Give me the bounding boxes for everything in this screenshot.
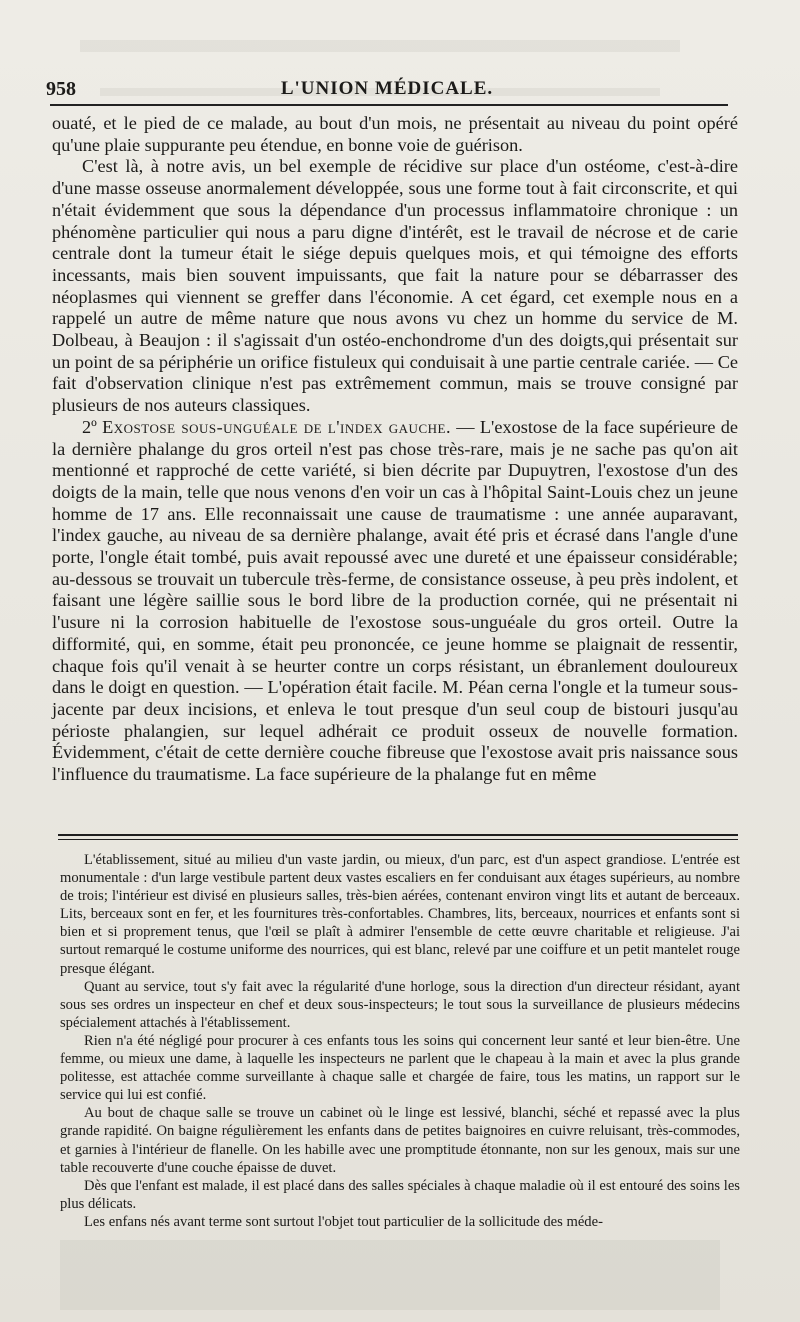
feuilleton-paragraph: L'établissement, situé au milieu d'un vaste jardin, ou mieux, d'un parc, est d'un aspect grandiose. L'entrée est monumentale : d'un large vestibule partent deux vastes escaliers en fer conduisant aux étages supérieurs, au nombre de trois; l'intérieur est divisé en plusieurs salles, très-bien aérées, contenant environ vingt lits et autant de berceaux. Lits, berceaux sont en fer, et les fournitures très-confortables. Chambres, lits, berceaux, nourrices et enfants sont si bien et si proprement tenus, que l'œil se plaît à admirer l'ensemble de cette œuvre charitable et religieuse. J'ai surtout remarqué le costume uniforme des nourrices, qui est blanc, relevé par une coiffure et un petit mantelet rouge presque élégant.	[60, 852, 740, 977]
feuilleton-paragraph: Rien n'a été négligé pour procurer à ces enfants tous les soins qui concernent leur santé et leur bien-être. Une femme, ou mieux une dame, à laquelle les inspecteurs ne parlent que le chapeau à la main et avec la plus grande politesse, est attachée comme surveillante à chaque salle et chargée de faire, tous les matins, un rapport sur le service qui lui est confié.	[60, 1032, 740, 1104]
running-title: L'UNION MÉDICALE.	[280, 78, 494, 99]
article-body	[52, 113, 738, 786]
section-text: — L'exostose de la face supérieure de la dernière phalange du gros orteil n'est pas chose très-rare, mais je ne sache pas qu'on ait mentionné et rapproché de cette variété, si bien décrite par Dupuytren, l'exostose d'un des doigts de la main, telle que nous venons d'en voir un cas à l'hôpital Saint-Louis chez un jeune homme de 17 ans. Elle reconnaissait une cause de traumatisme : une année auparavant, l'index gauche, au niveau de sa dernière phalange, avait été pris et écrasé dans l'angle d'une porte, l'ongle était tombé, puis avait repoussé avec une dureté et une épaisseur considérable; au-dessous se trouvait un tubercule très-ferme, de consistance osseuse, à peu près indolent, et faisant une légère saillie sous le bord libre de la production cornée, qui ne présentait ni l'usure ni la corrosion habituelle de l'exostose sous-unguéale du gros orteil. Outre la difformité, qui, en somme, était peu prononcée, ce jeune homme se plaignait de ressentir, chaque fois qu'il venait à se heurter contre un corps résistant, un ébranlement douloureux dans le doigt en question. — L'opération était facile. M. Péan cerna l'ongle et la tumeur sous-jacente par deux incisions, et enleva le tout presque d'un seul coup de bistouri jusqu'au périoste phalangien, sur lequel adhérait ce produit osseux de nouvelle formation. Évidemment, c'était de cette dernière couche fibreuse que l'exostose avait pris naissance sous l'influence du traumatisme. La face supérieure de la phalange fut en même	[52, 416, 738, 785]
header-rule	[50, 104, 728, 106]
section-number: 2º	[82, 416, 97, 437]
feuilleton-rule-thin	[58, 839, 738, 840]
feuilleton	[60, 851, 740, 1231]
feuilleton-paragraph: Les enfans nés avant terme sont surtout l'objet tout particulier de la sollicitude des méde-	[84, 1213, 603, 1230]
feuilleton-paragraph: Quant au service, tout s'y fait avec la régularité d'une horloge, sous la direction d'un directeur résidant, ayant sous ses ordres un inspecteur en chef et deux sous-inspecteurs; le tout sous la surveillance de plusieurs médecins spécialement attachés à l'établissement.	[60, 978, 740, 1031]
section-heading: Exostose sous-unguéale de l'index gauche.	[102, 416, 452, 437]
page-header	[46, 72, 728, 102]
page-number: 958	[46, 78, 76, 100]
paragraph-exostose	[52, 417, 738, 786]
feuilleton-paragraph: Au bout de chaque salle se trouve un cabinet où le linge est lessivé, blanchi, séché et repassé avec la plus grande rapidité. On baigne régulièrement les enfants dans de petites baignoires en cuivre reluisant, très-commodes, et garnies à l'intérieur de flanelle. On les habille avec une promptitude étonnante, non sur les genoux, mais sur une table recouverte d'une couche épaisse de duvet.	[60, 1105, 740, 1176]
feuilleton-rule-thick	[58, 834, 738, 836]
paragraph-continuation: ouaté, et le pied de ce malade, au bout d'un mois, ne présentait au niveau du point opéré qu'une plaie suppurante peu étendue, en bonne voie de guérison.	[52, 113, 738, 155]
feuilleton-paragraph: Dès que l'enfant est malade, il est placé dans des salles spéciales à chaque maladie où il est entouré des soins les plus délicats.	[60, 1177, 740, 1212]
paragraph-osteome: C'est là, à notre avis, un bel exemple de récidive sur place d'un ostéome, c'est-à-dire d'une masse osseuse anormalement développée, sous une forme tout à fait circonscrite, et qui n'était évidemment que sous la dépendance d'un processus inflammatoire chronique : un phénomène particulier qui nous a paru digne d'intérêt, est le travail de nécrose et de carie centrale dont la tumeur était le siége depuis quelques mois, et qui témoigne des efforts incessants, mais bien souvent impuissants, que fait la nature pour se débarrasser des néoplasmes qui viennent se greffer dans l'économie. A cet égard, cet exemple nous en a rappelé un autre de même nature que nous avons vu chez un homme du service de M. Dolbeau, à Beaujon : il s'agissait d'un ostéo-enchondrome d'un des doigts,qui présentait sur un point de sa périphérie un orifice fistuleux qui conduisait à une partie centrale cariée. — Ce fait d'observation clinique n'est pas extrêmement commun, mais se trouve consigné par plusieurs de nos auteurs classiques.	[52, 156, 738, 416]
